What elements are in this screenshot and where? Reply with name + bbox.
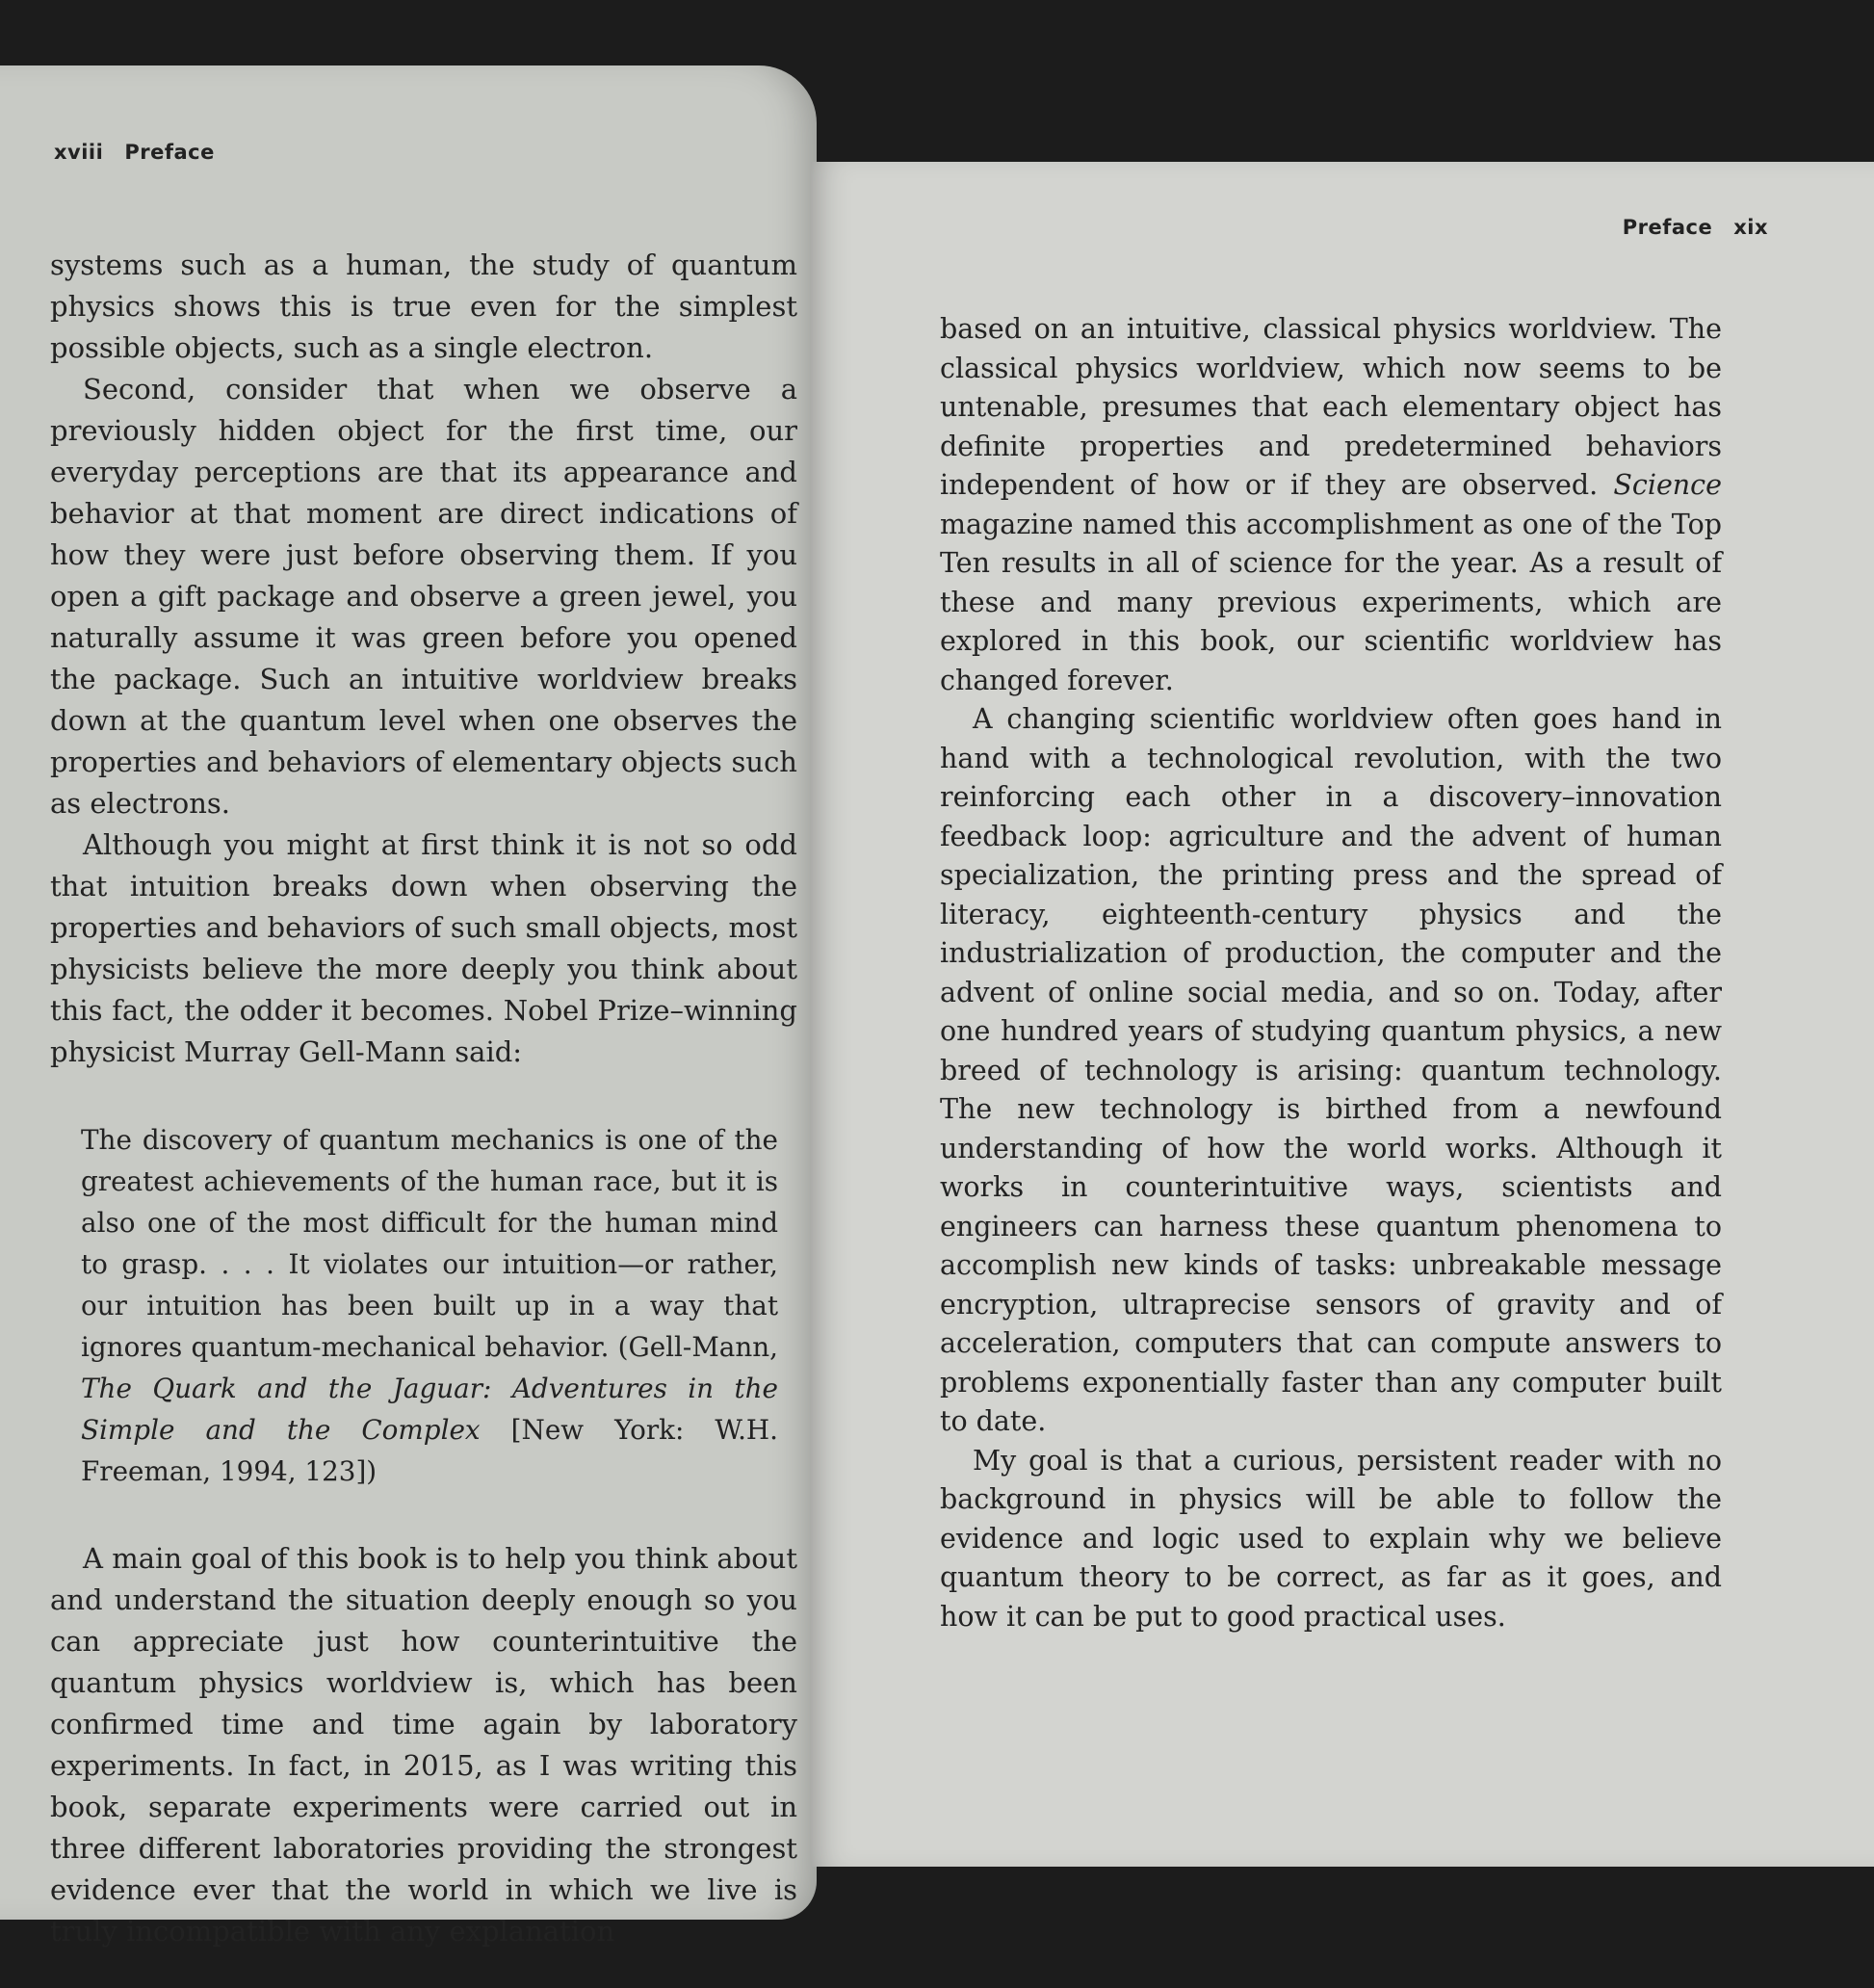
gell-mann-quote	[81, 1119, 778, 1492]
quote-citation-close: [New York: W.H. Freeman, 1994, 123])	[81, 1414, 779, 1487]
left-page-number: xviii	[54, 141, 104, 164]
right-paragraph-2: A changing scientific worldview often goes hand in hand with a technological revolution, with the two reinforcing each other in a discovery–innovation feedback loop: agriculture and the advent of human specialization, the printing press and the spread of literacy, eighteenth-century physics and the industrialization of production, the computer and the advent of online social media, and so on. Today, after one hundred years of studying quantum physics, a new breed of technology is arising: quantum technology. The new technology is birthed from a newfound understanding of how the world works. Although it works in counterintuitive ways, scientists and engineers can harness these quantum phenomena to accomplish new kinds of tasks: unbreakable message encryption, ultraprecise sensors of gravity and of acceleration, computers that can compute answers to problems exponentially faster than any computer built to date.	[940, 703, 1722, 1437]
right-paragraph-1	[940, 310, 1722, 700]
science-magazine-name: Science	[1613, 469, 1722, 501]
right-page-number: xix	[1733, 216, 1768, 239]
left-paragraph-2: Second, consider that when we observe a previously hidden object for the first time, our everyday perceptions are that its appearance and behavior at that moment are direct indications of how they were just before observing them. If you open a gift package and observe a green jewel, you naturally assume it was green before you opened the package. Such an intuitive worldview breaks down at the quantum level when one observes the properties and behaviors of elementary objects such as electrons.	[50, 373, 797, 820]
right-body-text	[940, 310, 1722, 1636]
left-body-text	[50, 245, 797, 1952]
left-paragraph-1: systems such as a human, the study of quantum physics shows this is true even for the simplest possible objects, such as a single electron.	[50, 248, 797, 364]
quote-citation-title: The Quark and the Jaguar: Adventures in the Simple and the Complex	[81, 1373, 778, 1446]
quote-text: The discovery of quantum mechanics is one of the greatest achievements of the human race, but it is also one of the most difficult for the human mind to grasp. . . . It violates our intuition—or rather, our intuition has been built up in a way that ignores quantum-mechanical behavior.	[81, 1124, 778, 1363]
right-running-title: Preface	[1622, 216, 1713, 239]
right-page	[811, 162, 1874, 1867]
left-page	[0, 65, 817, 1948]
right-p1-before: based on an intuitive, classical physics worldview. The classical physics worldview, which now seems to be untenable, presumes that each elementary object has definite properties and predetermined behaviors independent of how or if they are observed.	[940, 313, 1722, 501]
right-paragraph-3: My goal is that a curious, persistent reader with no background in physics will be able to follow the evidence and logic used to explain why we believe quantum theory to be correct, as far as it goes, and how it can be put to good practical uses.	[940, 1444, 1722, 1633]
left-paragraph-4: A main goal of this book is to help you think about and understand the situation deeply enough so you can appreciate just how counterintuitive the quantum physics worldview is, which has been confirmed time and time again by laboratory experiments. In fact, in 2015, as I was writing this book, separate experiments were carried out in three different laboratories providing the strongest evidence ever that the world in which we live is truly incompatible with any explanation	[50, 1542, 797, 1948]
left-running-head	[54, 141, 215, 164]
right-running-head	[1623, 216, 1768, 239]
left-paragraph-3: Although you might at first think it is not so odd that intuition breaks down when observing the properties and behaviors of such small objects, most physicists believe the more deeply you think about this fact, the odder it becomes. Nobel Prize–winning physicist Murray Gell-Mann said:	[50, 828, 797, 1068]
left-running-title: Preface	[124, 141, 215, 164]
right-p1-after: magazine named this accomplishment as one of the Top Ten results in all of science for the year. As a result of these and many previous experiments, which are explored in this book, our scientific worldview has changed forever.	[940, 508, 1722, 696]
quote-citation-open: (Gell-Mann,	[617, 1331, 779, 1363]
